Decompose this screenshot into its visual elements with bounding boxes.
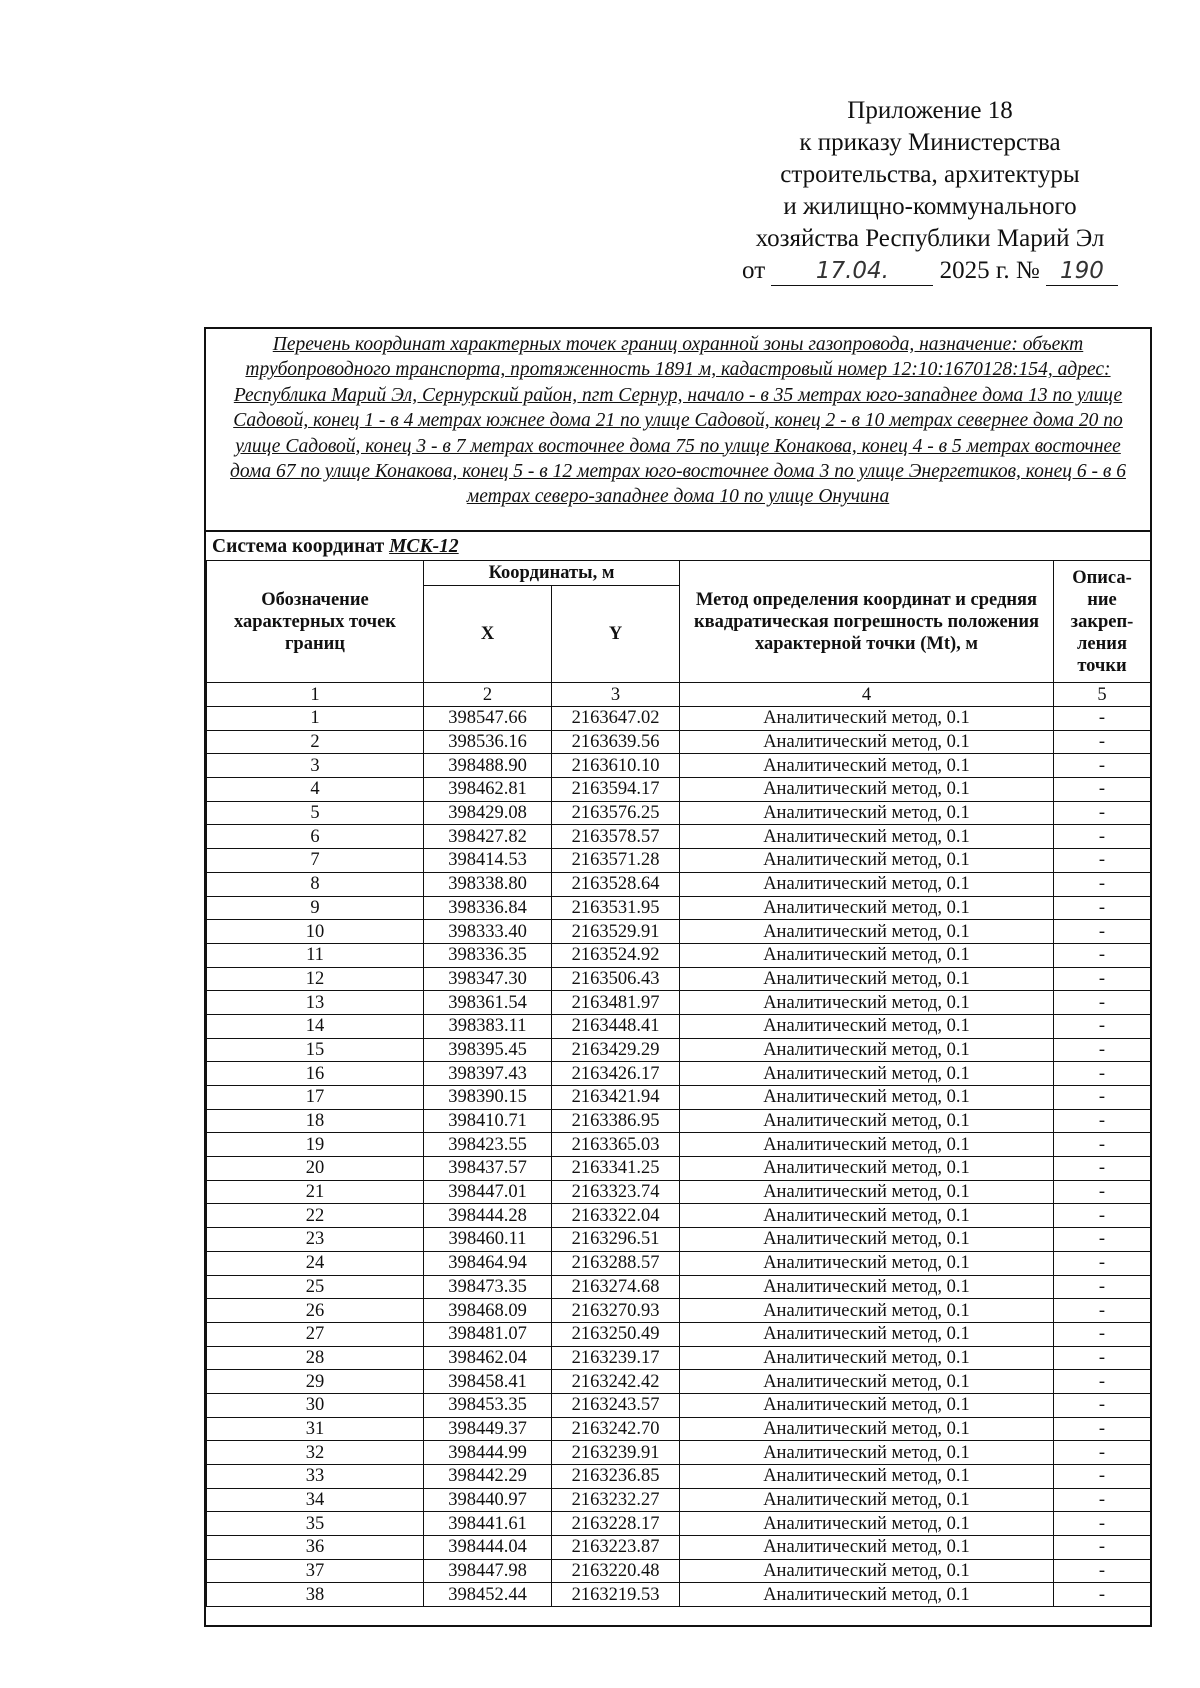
point-id: 35: [207, 1512, 424, 1536]
x-value: 398410.71: [424, 1109, 552, 1133]
description-value: -: [1054, 1109, 1151, 1133]
header-y: Y: [552, 586, 680, 683]
y-value: 2163481.97: [552, 991, 680, 1015]
method-value: Аналитический метод, 0.1: [680, 1370, 1054, 1394]
x-value: 398473.35: [424, 1275, 552, 1299]
point-id: 37: [207, 1559, 424, 1583]
table-title: Перечень координат характерных точек границ охранной зоны газопровода, назначение: объект трубопроводного транспорта, протяженность 1891 м, кадастровый номер 12:10:1670128:154, адрес: Республика Марий Эл, Сернурский район, пгт Сернур, начало - в 35 метрах юго-западнее дома 13 по улице Садовой, конец 1 - в 4 метрах южнее дома 21 по улице Садовой, конец 2 - в 10 метрах севернее дома 20 по улице Садовой, конец 3 - в 7 метрах восточнее дома 75 по улице Конакова, конец 4 - в 5 метрах восточнее дома 67 по улице Конакова, конец 5 - в 12 метрах юго-восточнее дома 3 по улице Энергетиков, конец 6 - в 6 метрах северо-западнее дома 10 по улице Онучина: [230, 334, 1126, 508]
description-value: -: [1054, 849, 1151, 873]
x-value: 398440.97: [424, 1488, 552, 1512]
description-value: -: [1054, 896, 1151, 920]
x-value: 398437.57: [424, 1157, 552, 1181]
y-value: 2163528.64: [552, 872, 680, 896]
table-row: [207, 754, 1151, 778]
table-row: [207, 991, 1151, 1015]
description-value: -: [1054, 967, 1151, 991]
table-row: [207, 1346, 1151, 1370]
description-value: -: [1054, 1465, 1151, 1489]
x-value: 398414.53: [424, 849, 552, 873]
point-id: 19: [207, 1133, 424, 1157]
point-id: 8: [207, 872, 424, 896]
method-value: Аналитический метод, 0.1: [680, 1157, 1054, 1181]
method-value: Аналитический метод, 0.1: [680, 707, 1054, 731]
description-value: -: [1054, 1133, 1151, 1157]
y-value: 2163288.57: [552, 1251, 680, 1275]
point-id: 34: [207, 1488, 424, 1512]
col-number-1: 1: [207, 683, 424, 707]
x-value: 398444.99: [424, 1441, 552, 1465]
table-row: [207, 967, 1151, 991]
y-value: 2163429.29: [552, 1038, 680, 1062]
point-id: 18: [207, 1109, 424, 1133]
description-value: -: [1054, 801, 1151, 825]
method-value: Аналитический метод, 0.1: [680, 991, 1054, 1015]
document-header: [700, 95, 1160, 287]
header-line-housing: и жилищно-коммунального: [783, 193, 1077, 220]
y-value: 2163242.70: [552, 1417, 680, 1441]
method-value: Аналитический метод, 0.1: [680, 1393, 1054, 1417]
method-value: Аналитический метод, 0.1: [680, 1441, 1054, 1465]
y-value: 2163296.51: [552, 1228, 680, 1252]
description-value: -: [1054, 707, 1151, 731]
x-value: 398444.04: [424, 1536, 552, 1560]
description-value: -: [1054, 1251, 1151, 1275]
method-value: Аналитический метод, 0.1: [680, 1014, 1054, 1038]
x-value: 398447.98: [424, 1559, 552, 1583]
y-value: 2163524.92: [552, 943, 680, 967]
point-id: 31: [207, 1417, 424, 1441]
x-value: 398423.55: [424, 1133, 552, 1157]
table-row: [207, 1157, 1151, 1181]
point-id: 17: [207, 1086, 424, 1110]
y-value: 2163639.56: [552, 730, 680, 754]
header-x: X: [424, 586, 552, 683]
point-id: 10: [207, 920, 424, 944]
col-number-4: 4: [680, 683, 1054, 707]
table-row: [207, 1465, 1151, 1489]
table-row: [207, 1441, 1151, 1465]
x-value: 398449.37: [424, 1417, 552, 1441]
table-row: [207, 1133, 1151, 1157]
y-value: 2163243.57: [552, 1393, 680, 1417]
y-value: 2163506.43: [552, 967, 680, 991]
y-value: 2163219.53: [552, 1583, 680, 1607]
x-value: 398427.82: [424, 825, 552, 849]
method-value: Аналитический метод, 0.1: [680, 1062, 1054, 1086]
point-id: 13: [207, 991, 424, 1015]
point-id: 36: [207, 1536, 424, 1560]
method-value: Аналитический метод, 0.1: [680, 1322, 1054, 1346]
point-id: 25: [207, 1275, 424, 1299]
title-box: [206, 329, 1150, 532]
method-value: Аналитический метод, 0.1: [680, 825, 1054, 849]
method-value: Аналитический метод, 0.1: [680, 1109, 1054, 1133]
description-value: -: [1054, 1086, 1151, 1110]
x-value: 398460.11: [424, 1228, 552, 1252]
method-value: Аналитический метод, 0.1: [680, 1417, 1054, 1441]
table-row: [207, 1038, 1151, 1062]
point-id: 12: [207, 967, 424, 991]
x-value: 398338.80: [424, 872, 552, 896]
year-label: 2025 г. №: [939, 257, 1040, 284]
description-value: -: [1054, 1370, 1151, 1394]
point-id: 5: [207, 801, 424, 825]
x-value: 398395.45: [424, 1038, 552, 1062]
description-value: -: [1054, 1559, 1151, 1583]
y-value: 2163223.87: [552, 1536, 680, 1560]
y-value: 2163571.28: [552, 849, 680, 873]
y-value: 2163228.17: [552, 1512, 680, 1536]
table-row: [207, 707, 1151, 731]
table-row: [207, 920, 1151, 944]
point-id: 2: [207, 730, 424, 754]
table-row: [207, 778, 1151, 802]
method-value: Аналитический метод, 0.1: [680, 1180, 1054, 1204]
point-id: 30: [207, 1393, 424, 1417]
method-value: Аналитический метод, 0.1: [680, 730, 1054, 754]
table-row: [207, 1488, 1151, 1512]
point-id: 7: [207, 849, 424, 873]
table-row: [207, 896, 1151, 920]
table-row: [207, 1251, 1151, 1275]
table-row: [207, 825, 1151, 849]
description-value: -: [1054, 778, 1151, 802]
method-value: Аналитический метод, 0.1: [680, 920, 1054, 944]
method-value: Аналитический метод, 0.1: [680, 943, 1054, 967]
method-value: Аналитический метод, 0.1: [680, 967, 1054, 991]
point-id: 22: [207, 1204, 424, 1228]
x-value: 398333.40: [424, 920, 552, 944]
x-value: 398347.30: [424, 967, 552, 991]
header-line-republic: хозяйства Республики Марий Эл: [755, 225, 1105, 252]
point-id: 26: [207, 1299, 424, 1323]
table-row: [207, 1109, 1151, 1133]
x-value: 398452.44: [424, 1583, 552, 1607]
from-label: от: [742, 257, 766, 284]
appendix-title: Приложение 18: [847, 97, 1013, 124]
point-id: 6: [207, 825, 424, 849]
description-value: -: [1054, 1014, 1151, 1038]
point-id: 9: [207, 896, 424, 920]
point-id: 24: [207, 1251, 424, 1275]
x-value: 398536.16: [424, 730, 552, 754]
table-row: [207, 943, 1151, 967]
y-value: 2163236.85: [552, 1465, 680, 1489]
x-value: 398488.90: [424, 754, 552, 778]
table-row: [207, 1014, 1151, 1038]
point-id: 32: [207, 1441, 424, 1465]
method-value: Аналитический метод, 0.1: [680, 778, 1054, 802]
point-id: 1: [207, 707, 424, 731]
point-id: 27: [207, 1322, 424, 1346]
x-value: 398462.81: [424, 778, 552, 802]
table-row: [207, 1393, 1151, 1417]
coordinates-table: [206, 560, 1151, 1607]
table-row: [207, 872, 1151, 896]
description-value: -: [1054, 1512, 1151, 1536]
description-value: -: [1054, 1346, 1151, 1370]
y-value: 2163421.94: [552, 1086, 680, 1110]
col-number-5: 5: [1054, 683, 1151, 707]
method-value: Аналитический метод, 0.1: [680, 1228, 1054, 1252]
method-value: Аналитический метод, 0.1: [680, 1465, 1054, 1489]
description-value: -: [1054, 1180, 1151, 1204]
y-value: 2163239.17: [552, 1346, 680, 1370]
header-coordinates: Координаты, м: [424, 561, 680, 586]
point-id: 33: [207, 1465, 424, 1489]
y-value: 2163365.03: [552, 1133, 680, 1157]
y-value: 2163531.95: [552, 896, 680, 920]
description-value: -: [1054, 1157, 1151, 1181]
method-value: Аналитический метод, 0.1: [680, 1299, 1054, 1323]
point-id: 16: [207, 1062, 424, 1086]
method-value: Аналитический метод, 0.1: [680, 1346, 1054, 1370]
y-value: 2163270.93: [552, 1299, 680, 1323]
y-value: 2163594.17: [552, 778, 680, 802]
method-value: Аналитический метод, 0.1: [680, 1583, 1054, 1607]
description-value: -: [1054, 1038, 1151, 1062]
description-value: -: [1054, 1488, 1151, 1512]
table-row: [207, 1536, 1151, 1560]
x-value: 398468.09: [424, 1299, 552, 1323]
coordinates-table-frame: [204, 327, 1152, 1627]
y-value: 2163250.49: [552, 1322, 680, 1346]
description-value: -: [1054, 1441, 1151, 1465]
y-value: 2163386.95: [552, 1109, 680, 1133]
y-value: 2163274.68: [552, 1275, 680, 1299]
method-value: Аналитический метод, 0.1: [680, 1275, 1054, 1299]
x-value: 398481.07: [424, 1322, 552, 1346]
header-method: Метод определения координат и средняя квадратическая погрешность положения характерной точки (Mt), м: [680, 561, 1054, 683]
point-id: 21: [207, 1180, 424, 1204]
table-row: [207, 1180, 1151, 1204]
y-value: 2163529.91: [552, 920, 680, 944]
method-value: Аналитический метод, 0.1: [680, 872, 1054, 896]
header-line-order: к приказу Министерства: [799, 129, 1061, 156]
x-value: 398458.41: [424, 1370, 552, 1394]
table-row: [207, 1299, 1151, 1323]
description-value: -: [1054, 754, 1151, 778]
description-value: -: [1054, 730, 1151, 754]
x-value: 398383.11: [424, 1014, 552, 1038]
header-date-line: [700, 255, 1160, 287]
handwritten-date: 17.04.: [771, 257, 933, 286]
table-row: [207, 1559, 1151, 1583]
table-body: [207, 707, 1151, 1607]
table-row: [207, 1204, 1151, 1228]
x-value: 398547.66: [424, 707, 552, 731]
x-value: 398390.15: [424, 1086, 552, 1110]
x-value: 398336.35: [424, 943, 552, 967]
x-value: 398447.01: [424, 1180, 552, 1204]
description-value: -: [1054, 1536, 1151, 1560]
table-row: [207, 1417, 1151, 1441]
x-value: 398464.94: [424, 1251, 552, 1275]
description-value: -: [1054, 1322, 1151, 1346]
handwritten-number: 190: [1046, 257, 1118, 286]
col-number-3: 3: [552, 683, 680, 707]
method-value: Аналитический метод, 0.1: [680, 1488, 1054, 1512]
table-row: [207, 849, 1151, 873]
point-id: 29: [207, 1370, 424, 1394]
description-value: -: [1054, 1393, 1151, 1417]
y-value: 2163341.25: [552, 1157, 680, 1181]
table-row: [207, 801, 1151, 825]
method-value: Аналитический метод, 0.1: [680, 801, 1054, 825]
point-id: 11: [207, 943, 424, 967]
method-value: Аналитический метод, 0.1: [680, 1251, 1054, 1275]
description-value: -: [1054, 1062, 1151, 1086]
y-value: 2163220.48: [552, 1559, 680, 1583]
point-id: 20: [207, 1157, 424, 1181]
method-value: Аналитический метод, 0.1: [680, 754, 1054, 778]
table-row: [207, 1275, 1151, 1299]
col-number-2: 2: [424, 683, 552, 707]
method-value: Аналитический метод, 0.1: [680, 1133, 1054, 1157]
description-value: -: [1054, 1583, 1151, 1607]
y-value: 2163232.27: [552, 1488, 680, 1512]
table-row: [207, 1062, 1151, 1086]
point-id: 14: [207, 1014, 424, 1038]
description-value: -: [1054, 991, 1151, 1015]
table-row: [207, 1086, 1151, 1110]
description-value: -: [1054, 872, 1151, 896]
table-row: [207, 1583, 1151, 1607]
method-value: Аналитический метод, 0.1: [680, 1559, 1054, 1583]
description-value: -: [1054, 1228, 1151, 1252]
table-row: [207, 1512, 1151, 1536]
point-id: 15: [207, 1038, 424, 1062]
y-value: 2163426.17: [552, 1062, 680, 1086]
y-value: 2163448.41: [552, 1014, 680, 1038]
x-value: 398429.08: [424, 801, 552, 825]
method-value: Аналитический метод, 0.1: [680, 1536, 1054, 1560]
method-value: Аналитический метод, 0.1: [680, 1086, 1054, 1110]
description-value: -: [1054, 1299, 1151, 1323]
y-value: 2163576.25: [552, 801, 680, 825]
point-id: 28: [207, 1346, 424, 1370]
x-value: 398397.43: [424, 1062, 552, 1086]
description-value: -: [1054, 825, 1151, 849]
description-value: -: [1054, 1204, 1151, 1228]
header-description: Описа-ние закреп-ления точки: [1054, 561, 1151, 683]
y-value: 2163242.42: [552, 1370, 680, 1394]
header-line-ministry: строительства, архитектуры: [780, 161, 1080, 188]
x-value: 398336.84: [424, 896, 552, 920]
x-value: 398361.54: [424, 991, 552, 1015]
method-value: Аналитический метод, 0.1: [680, 1512, 1054, 1536]
coordinate-system-value: МСК-12: [389, 536, 459, 557]
point-id: 23: [207, 1228, 424, 1252]
y-value: 2163239.91: [552, 1441, 680, 1465]
x-value: 398453.35: [424, 1393, 552, 1417]
y-value: 2163647.02: [552, 707, 680, 731]
point-id: 3: [207, 754, 424, 778]
description-value: -: [1054, 920, 1151, 944]
description-value: -: [1054, 1275, 1151, 1299]
method-value: Аналитический метод, 0.1: [680, 1038, 1054, 1062]
y-value: 2163610.10: [552, 754, 680, 778]
x-value: 398462.04: [424, 1346, 552, 1370]
x-value: 398444.28: [424, 1204, 552, 1228]
method-value: Аналитический метод, 0.1: [680, 849, 1054, 873]
y-value: 2163578.57: [552, 825, 680, 849]
point-id: 4: [207, 778, 424, 802]
method-value: Аналитический метод, 0.1: [680, 1204, 1054, 1228]
table-row: [207, 1322, 1151, 1346]
x-value: 398441.61: [424, 1512, 552, 1536]
y-value: 2163322.04: [552, 1204, 680, 1228]
coordinate-system-label: Система координат: [212, 536, 385, 557]
point-id: 38: [207, 1583, 424, 1607]
y-value: 2163323.74: [552, 1180, 680, 1204]
x-value: 398442.29: [424, 1465, 552, 1489]
table-row: [207, 1228, 1151, 1252]
method-value: Аналитический метод, 0.1: [680, 896, 1054, 920]
table-row: [207, 730, 1151, 754]
description-value: -: [1054, 1417, 1151, 1441]
description-value: -: [1054, 943, 1151, 967]
header-point: Обозначение характерных точек границ: [207, 561, 424, 683]
table-row: [207, 1370, 1151, 1394]
coordinate-system: [212, 536, 459, 558]
